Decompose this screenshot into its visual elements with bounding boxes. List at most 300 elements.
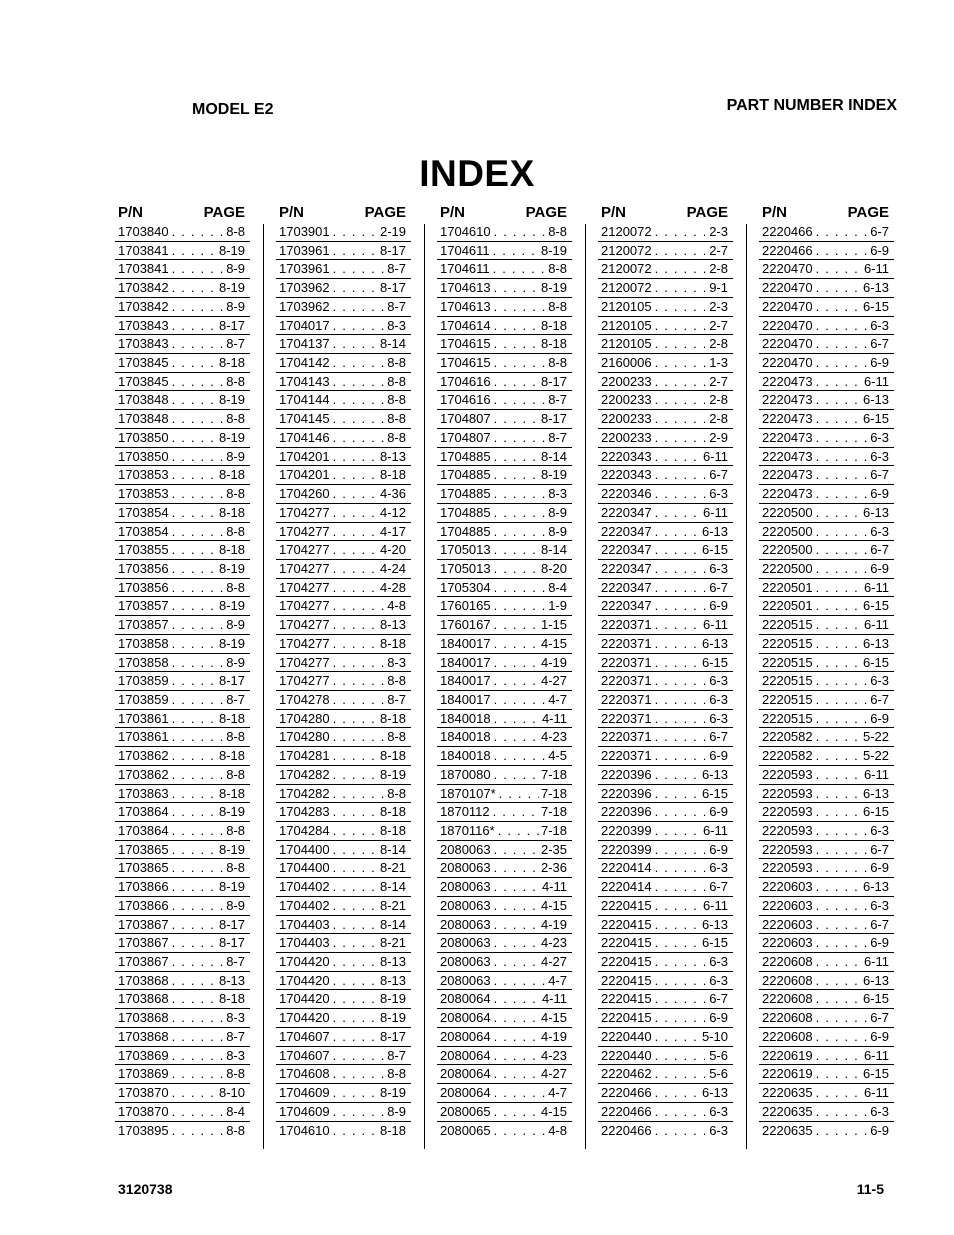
dot-leader — [169, 391, 217, 409]
index-row — [276, 878, 411, 897]
dot-leader — [330, 391, 386, 409]
part-number: 1703862 — [118, 766, 169, 782]
index-row — [437, 1047, 572, 1066]
page-reference: 6-11 — [702, 823, 728, 838]
part-number: 1704281 — [279, 748, 330, 764]
part-number: 2220473 — [762, 429, 813, 445]
index-row — [115, 691, 250, 710]
page-reference: 8-21 — [379, 897, 406, 913]
dot-leader — [330, 1122, 378, 1141]
index-row — [759, 916, 894, 935]
index-row — [759, 785, 894, 804]
page-reference: 8-14 — [379, 336, 406, 352]
index-column — [598, 202, 733, 1140]
part-number: 1704137 — [279, 336, 330, 352]
page-reference: 8-3 — [548, 486, 567, 502]
dot-leader — [813, 317, 869, 335]
index-row — [276, 635, 411, 654]
index-row — [437, 878, 572, 897]
dot-leader — [491, 878, 540, 896]
part-number: 1840018 — [440, 729, 491, 745]
part-number: 1704400 — [279, 841, 330, 857]
index-row — [276, 859, 411, 878]
page-reference: 6-7 — [870, 336, 889, 352]
dot-leader — [491, 429, 547, 447]
index-row — [115, 710, 250, 729]
part-number: 2120072 — [601, 261, 652, 277]
index-row — [437, 785, 572, 804]
index-row — [759, 279, 894, 298]
page-reference: 4-19 — [540, 654, 567, 670]
index-row — [437, 448, 572, 467]
dot-leader — [813, 953, 862, 971]
document-number: 3120738 — [118, 1181, 173, 1197]
dot-leader — [330, 972, 378, 990]
index-row — [759, 223, 894, 242]
dot-leader — [491, 335, 539, 353]
page-title: INDEX — [419, 153, 535, 194]
page-reference: 6-15 — [862, 1066, 889, 1082]
dot-leader — [813, 672, 869, 690]
index-row — [115, 972, 250, 991]
page-reference: 8-19 — [218, 841, 245, 857]
dot-leader — [652, 953, 708, 971]
page-reference: 6-9 — [870, 560, 889, 576]
part-number: 1704615 — [440, 336, 491, 352]
part-number: 2120105 — [601, 317, 652, 333]
index-row — [759, 429, 894, 448]
part-number: 2220582 — [762, 748, 813, 764]
page-reference: 6-9 — [870, 935, 889, 951]
part-number: 2220515 — [762, 710, 813, 726]
part-number: 1704885 — [440, 523, 491, 539]
part-number: 2220440 — [601, 1047, 652, 1063]
dot-leader — [330, 878, 378, 896]
dot-leader — [169, 541, 217, 559]
page-header: PAGE — [847, 204, 889, 221]
part-number: 1703857 — [118, 598, 169, 614]
column-divider — [424, 224, 425, 1149]
index-row — [437, 672, 572, 691]
part-number: 1705013 — [440, 542, 491, 558]
index-row — [759, 485, 894, 504]
part-number: 1703868 — [118, 972, 169, 988]
index-row — [115, 448, 250, 467]
page-reference: 4-36 — [379, 486, 406, 502]
page-reference: 8-7 — [226, 1028, 245, 1044]
page-reference: 8-19 — [218, 635, 245, 651]
index-row — [276, 616, 411, 635]
index-row — [598, 410, 733, 429]
index-row — [759, 448, 894, 467]
dot-leader — [652, 317, 708, 335]
part-number: 2220371 — [601, 635, 652, 651]
index-row — [437, 1028, 572, 1047]
page-reference: 6-11 — [863, 1047, 889, 1063]
page-reference: 8-3 — [226, 1047, 245, 1063]
dot-leader — [491, 1028, 539, 1046]
page-reference: 6-13 — [701, 916, 728, 932]
part-number: 2160006 — [601, 355, 652, 371]
page-reference: 8-17 — [379, 280, 406, 296]
part-number: 1703864 — [118, 804, 169, 820]
index-row — [598, 1103, 733, 1122]
part-number: 2220500 — [762, 504, 813, 520]
page-reference: 6-7 — [709, 579, 728, 595]
index-row — [276, 279, 411, 298]
part-number: 1703962 — [279, 298, 330, 314]
page-reference: 6-15 — [862, 598, 889, 614]
index-row — [598, 448, 733, 467]
dot-leader — [491, 654, 539, 672]
dot-leader — [330, 1009, 378, 1027]
page-reference: 8-19 — [218, 560, 245, 576]
dot-leader — [813, 597, 861, 615]
page-reference: 8-8 — [548, 224, 567, 239]
part-number: 1703854 — [118, 523, 169, 539]
page-reference: 8-19 — [218, 598, 245, 614]
part-number: 1704607 — [279, 1028, 330, 1044]
column-header — [598, 202, 733, 223]
page-reference: 6-3 — [709, 560, 728, 576]
page-reference: 8-8 — [226, 486, 245, 502]
index-row — [759, 298, 894, 317]
dot-leader — [169, 728, 225, 746]
index-row — [598, 990, 733, 1009]
part-number: 2220619 — [762, 1047, 813, 1063]
part-number: 1704284 — [279, 823, 330, 838]
dot-leader — [169, 260, 225, 278]
part-number: 1703841 — [118, 242, 169, 258]
part-number: 1703866 — [118, 879, 169, 895]
page-reference: 8-8 — [548, 355, 567, 371]
part-number: 1703850 — [118, 448, 169, 464]
dot-leader — [169, 242, 217, 260]
index-row — [437, 579, 572, 598]
index-row — [437, 335, 572, 354]
index-row — [115, 597, 250, 616]
dot-leader — [330, 541, 378, 559]
page-reference: 8-17 — [218, 317, 245, 333]
part-number: 2220415 — [601, 916, 652, 932]
part-number: 1703868 — [118, 1028, 169, 1044]
part-number: 1703869 — [118, 1047, 169, 1063]
dot-leader — [813, 859, 869, 877]
part-number: 2220603 — [762, 916, 813, 932]
page-reference: 8-19 — [540, 242, 567, 258]
part-number: 2220603 — [762, 897, 813, 913]
dot-leader — [495, 822, 539, 840]
page-reference: 8-8 — [226, 411, 245, 427]
part-number: 1704616 — [440, 392, 491, 408]
index-row — [115, 878, 250, 897]
page-reference: 4-15 — [540, 1103, 567, 1119]
index-row — [115, 560, 250, 579]
index-row — [598, 597, 733, 616]
dot-leader — [652, 560, 708, 578]
page-reference: 8-8 — [226, 373, 245, 389]
dot-leader — [330, 841, 378, 859]
dot-leader — [169, 410, 225, 428]
part-number: 1704277 — [279, 598, 330, 614]
part-number: 2220515 — [762, 673, 813, 689]
part-number: 1840017 — [440, 635, 491, 651]
index-row — [759, 672, 894, 691]
dot-leader — [169, 597, 217, 615]
page-reference: 6-9 — [870, 860, 889, 876]
part-number: 2220371 — [601, 673, 652, 689]
page-reference: 8-8 — [226, 729, 245, 745]
part-number: 1703850 — [118, 429, 169, 445]
page-reference: 4-17 — [379, 523, 406, 539]
index-row — [276, 672, 411, 691]
page-reference: 8-9 — [548, 523, 567, 539]
index-row — [437, 972, 572, 991]
dot-leader — [330, 654, 386, 672]
dot-leader — [330, 803, 378, 821]
part-number: 2220501 — [762, 598, 813, 614]
dot-leader — [330, 279, 378, 297]
part-number: 2220347 — [601, 560, 652, 576]
dot-leader — [813, 335, 869, 353]
part-number: 1704607 — [279, 1047, 330, 1063]
page-reference: 4-15 — [540, 1010, 567, 1026]
page-reference: 6-9 — [709, 748, 728, 764]
part-number: 2220473 — [762, 411, 813, 427]
index-row — [437, 916, 572, 935]
dot-leader — [330, 335, 378, 353]
part-number: 2220603 — [762, 879, 813, 895]
page-reference: 2-7 — [709, 242, 728, 258]
part-number: 2220635 — [762, 1103, 813, 1119]
page-reference: 4-11 — [541, 710, 567, 726]
dot-leader — [491, 747, 547, 765]
index-row — [437, 391, 572, 410]
dot-leader — [491, 1103, 539, 1121]
dot-leader — [813, 1122, 869, 1141]
dot-leader — [169, 317, 217, 335]
index-row — [437, 523, 572, 542]
dot-leader — [491, 766, 539, 784]
part-number: 2080065 — [440, 1103, 491, 1119]
index-row — [759, 710, 894, 729]
dot-leader — [169, 747, 217, 765]
part-number: 2220415 — [601, 972, 652, 988]
part-number: 1840017 — [440, 673, 491, 689]
dot-leader — [491, 410, 539, 428]
part-number: 2220343 — [601, 467, 652, 483]
dot-leader — [330, 242, 378, 260]
page-reference: 8-7 — [548, 392, 567, 408]
page-reference: 8-18 — [218, 504, 245, 520]
index-row — [115, 298, 250, 317]
page-reference: 6-9 — [870, 710, 889, 726]
index-row — [276, 803, 411, 822]
page-reference: 8-7 — [387, 1047, 406, 1063]
dot-leader — [813, 1084, 862, 1102]
dot-leader — [652, 335, 708, 353]
part-number: 1704277 — [279, 654, 330, 670]
part-number: 1704277 — [279, 617, 330, 633]
index-row — [759, 803, 894, 822]
page-reference: 6-11 — [863, 373, 889, 389]
index-row — [276, 972, 411, 991]
index-row — [598, 916, 733, 935]
index-row — [437, 1065, 572, 1084]
part-number: 2220414 — [601, 879, 652, 895]
dot-leader — [813, 560, 869, 578]
part-number: 1703867 — [118, 916, 169, 932]
index-row — [437, 822, 572, 841]
part-number: 2220608 — [762, 991, 813, 1007]
dot-leader — [330, 747, 378, 765]
dot-leader — [330, 448, 378, 466]
part-number: 2080063 — [440, 841, 491, 857]
dot-leader — [491, 972, 547, 990]
part-number: 2120072 — [601, 224, 652, 239]
page-header: PAGE — [686, 204, 728, 221]
dot-leader — [813, 635, 861, 653]
part-number: 2220371 — [601, 691, 652, 707]
page-reference: 6-15 — [701, 654, 728, 670]
index-row — [276, 654, 411, 673]
part-number: 2220415 — [601, 935, 652, 951]
page-reference: 6-13 — [862, 635, 889, 651]
part-number: 2200233 — [601, 411, 652, 427]
page-reference: 4-27 — [540, 1066, 567, 1082]
part-number: 1704807 — [440, 411, 491, 427]
part-number: 2220515 — [762, 654, 813, 670]
part-number: 1703856 — [118, 579, 169, 595]
page-reference: 2-36 — [540, 860, 567, 876]
part-number: 2220346 — [601, 486, 652, 502]
dot-leader — [491, 691, 547, 709]
index-row — [115, 635, 250, 654]
page-reference: 2-8 — [709, 411, 728, 427]
part-number: 1704278 — [279, 691, 330, 707]
index-row — [276, 391, 411, 410]
page-reference: 8-8 — [387, 729, 406, 745]
part-number: 1704807 — [440, 429, 491, 445]
index-row — [759, 654, 894, 673]
dot-leader — [813, 803, 861, 821]
page-reference: 4-15 — [540, 897, 567, 913]
index-row — [598, 317, 733, 336]
index-row — [598, 242, 733, 261]
part-number: 2220371 — [601, 710, 652, 726]
part-number: 2220371 — [601, 729, 652, 745]
index-row — [276, 579, 411, 598]
index-row — [115, 953, 250, 972]
dot-leader — [491, 934, 539, 952]
page-reference: 8-3 — [387, 654, 406, 670]
part-number: 2220466 — [601, 1122, 652, 1138]
index-row — [276, 485, 411, 504]
dot-leader — [813, 1009, 869, 1027]
index-row — [598, 260, 733, 279]
dot-leader — [652, 934, 700, 952]
index-row — [276, 747, 411, 766]
dot-leader — [330, 635, 378, 653]
part-number: 1703841 — [118, 261, 169, 277]
part-number: 2220500 — [762, 542, 813, 558]
part-number: 1705013 — [440, 560, 491, 576]
index-row — [437, 953, 572, 972]
part-number: 1704277 — [279, 542, 330, 558]
index-row — [437, 242, 572, 261]
page-reference: 8-8 — [548, 261, 567, 277]
index-row — [437, 934, 572, 953]
dot-leader — [491, 1009, 539, 1027]
part-number: 2220462 — [601, 1066, 652, 1082]
model-label: MODEL E2 — [192, 101, 274, 118]
index-row — [437, 260, 572, 279]
page-reference: 8-8 — [387, 673, 406, 689]
part-number: 2220371 — [601, 617, 652, 633]
page-reference: 8-14 — [379, 879, 406, 895]
index-row — [598, 785, 733, 804]
page-reference: 6-11 — [863, 617, 889, 633]
part-number: 1703961 — [279, 261, 330, 277]
index-row — [437, 1122, 572, 1141]
index-row — [759, 242, 894, 261]
column-divider — [746, 224, 747, 1149]
dot-leader — [169, 691, 225, 709]
dot-leader — [813, 785, 861, 803]
dot-leader — [169, 878, 217, 896]
dot-leader — [652, 354, 708, 372]
index-row — [115, 990, 250, 1009]
page-reference: 8-19 — [218, 879, 245, 895]
page-reference: 8-18 — [379, 467, 406, 483]
dot-leader — [652, 990, 708, 1008]
part-number: 1704017 — [279, 317, 330, 333]
dot-leader — [491, 1084, 547, 1102]
index-row — [276, 953, 411, 972]
part-number: 2220593 — [762, 860, 813, 876]
page-reference: 8-8 — [387, 785, 406, 801]
dot-leader — [652, 916, 700, 934]
page-reference: 8-8 — [226, 224, 245, 239]
index-row — [759, 1084, 894, 1103]
section-title: PART NUMBER INDEX — [726, 97, 897, 114]
index-row — [115, 429, 250, 448]
index-row — [115, 373, 250, 392]
part-number: 2080064 — [440, 1047, 491, 1063]
page-reference: 5-6 — [709, 1066, 728, 1082]
part-number: 1703861 — [118, 729, 169, 745]
dot-leader — [652, 223, 708, 241]
index-row — [115, 391, 250, 410]
part-number: 2080065 — [440, 1122, 491, 1138]
index-row — [598, 429, 733, 448]
dot-leader — [813, 373, 862, 391]
page-reference: 8-21 — [379, 860, 406, 876]
part-number: 2220500 — [762, 523, 813, 539]
part-number: 2220608 — [762, 1010, 813, 1026]
index-row — [115, 841, 250, 860]
index-column — [759, 202, 894, 1140]
dot-leader — [491, 466, 539, 484]
dot-leader — [491, 448, 539, 466]
index-row — [598, 710, 733, 729]
index-row — [115, 410, 250, 429]
index-row — [276, 541, 411, 560]
index-row — [276, 504, 411, 523]
dot-leader — [169, 335, 225, 353]
dot-leader — [652, 635, 700, 653]
index-row — [598, 298, 733, 317]
